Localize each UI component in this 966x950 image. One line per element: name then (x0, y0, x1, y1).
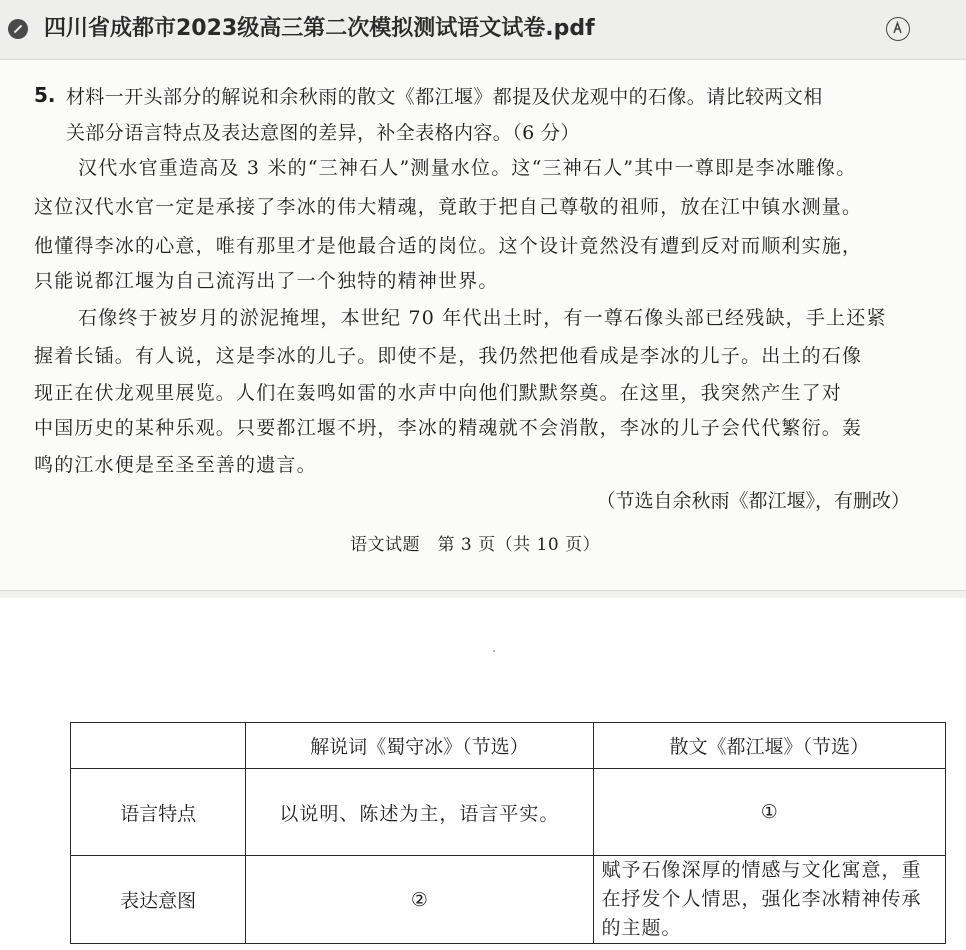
document-title: 四川省成都市2023级高三第二次模拟测试语文试卷.pdf (44, 16, 595, 41)
viewer-top-bar (0, 0, 966, 60)
table-header-cell: 散文《都江堰》（节选） (593, 723, 945, 769)
question-prompt-line-1: 材料一开头部分的解说和余秋雨的散文《都江堰》都提及伏龙观中的石像。请比较两文相 (66, 86, 823, 108)
table-header-row (71, 723, 946, 769)
blank-answer-cell: ② (246, 856, 593, 944)
question-prompt-line-2: 关部分语言特点及表达意图的差异，补全表格内容。（6 分） (66, 122, 580, 144)
blank-answer-cell: ① (593, 769, 945, 856)
page-footer: 语文试题 第 3 页（共 10 页） (350, 535, 601, 555)
passage-line: 汉代水官重造高及 3 米的“三神石人”测量水位。这“三神石人”其中一尊即是李冰雕像。 (78, 157, 857, 179)
table-cell: 赋予石像深厚的情感与文化寓意，重在抒发个人情思，强化李冰精神传承的主题。 (593, 856, 945, 944)
passage-line: 石像终于被岁月的淤泥掩埋，本世纪 70 年代出土时，有一尊石像头部已经残缺，手上还紧 (78, 307, 887, 329)
passage-line: 现正在伏龙观里展览。人们在轰鸣如雷的水声中向他们默默祭奠。在这里，我突然产生了对 (34, 382, 843, 404)
comparison-table (70, 722, 946, 944)
passage-line: 他懂得李冰的心意，唯有那里才是他最合适的岗位。这个设计竟然没有遭到反对而顺利实施， (34, 235, 863, 257)
passage-line: 鸣的江水便是至圣至善的遗言。 (34, 454, 317, 476)
passage-source: （节选自余秋雨《都江堰》，有删改） (596, 490, 910, 512)
passage-line: 握着长锸。有人说，这是李冰的儿子。即使不是，我仍然把他看成是李冰的儿子。出土的石像 (34, 345, 863, 367)
table-row (71, 769, 946, 856)
question-number: 5. (34, 83, 56, 107)
close-circle-icon[interactable] (8, 19, 28, 39)
passage-line: 这位汉代水官一定是承接了李冰的伟大精魂，竟敢于把自己尊敬的祖师，放在江中镇水测量。 (34, 196, 863, 218)
scan-speck (493, 650, 495, 652)
table-cell: 以说明、陈述为主，语言平实。 (246, 769, 593, 856)
table-header-cell: 解说词《蜀守冰》（节选） (246, 723, 593, 769)
table-header-cell (71, 723, 246, 769)
passage-line: 中国历史的某种乐观。只要都江堰不坍，李冰的精魂就不会消散，李冰的儿子会代代繁衍。轰 (34, 417, 863, 439)
row-label: 表达意图 (71, 856, 246, 944)
passage-line: 只能说都江堰为自己流泻出了一个独特的精神世界。 (34, 270, 499, 292)
table-row (71, 856, 946, 944)
markup-pen-icon[interactable] (886, 17, 910, 41)
row-label: 语言特点 (71, 769, 246, 856)
